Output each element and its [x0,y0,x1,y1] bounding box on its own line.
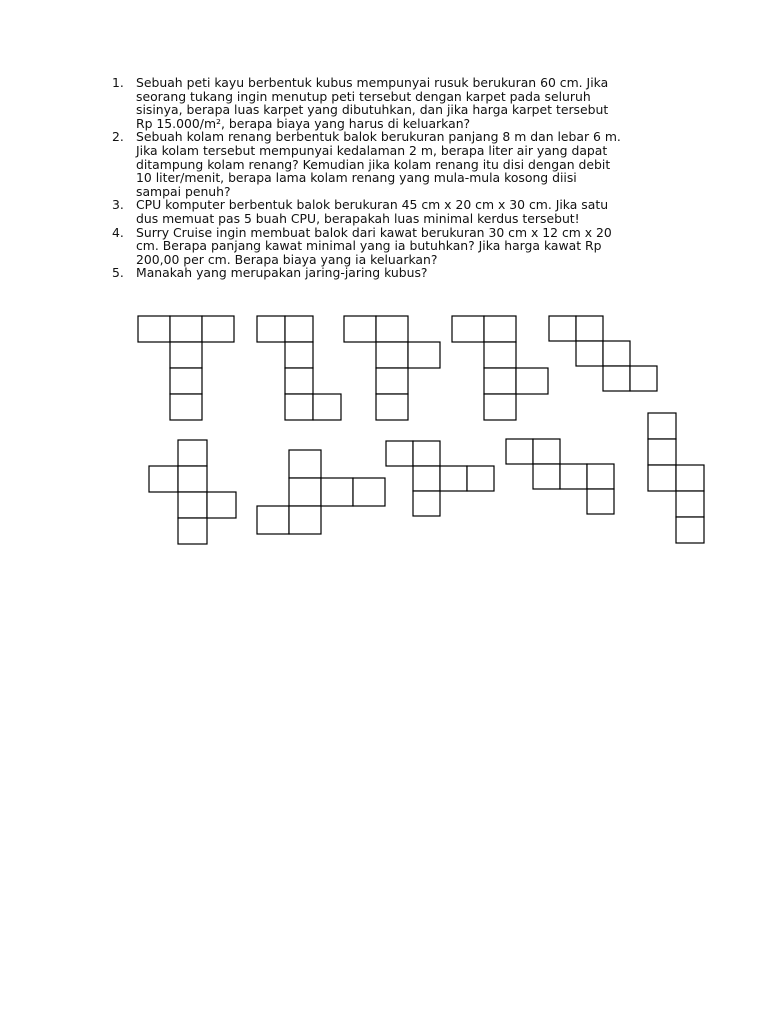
net-square [285,394,313,420]
question-line: Manakah yang merupakan jaring-jaring kubus? [136,265,428,281]
cube-net-5 [549,316,657,391]
question-line: sampai penuh? [136,183,231,199]
net-square [533,439,560,464]
net-square [376,342,408,368]
net-square [676,465,704,491]
net-square [676,517,704,543]
net-square [321,478,353,506]
cube-net-4 [452,316,548,420]
question-number: 3. [112,197,124,213]
net-square [257,316,285,342]
net-square [178,492,207,518]
cube-net-6 [149,440,236,544]
net-square [484,316,516,342]
net-square [648,439,676,465]
question-line: sisinya, berapa luas karpet yang dibutuhkan, dan jika harga karpet tersebut [136,102,609,118]
question-line: Rp 15.000/m², berapa biaya yang harus di keluarkan? [136,115,471,131]
net-square [376,394,408,420]
net-square [138,316,170,342]
net-square [202,316,234,342]
net-square [533,464,560,489]
question-line: 200,00 per cm. Berapa biaya yang ia keluarkan? [136,251,438,267]
net-square [285,342,313,368]
net-square [289,506,321,534]
net-square [376,368,408,394]
cube-net-10 [648,413,704,543]
net-square [576,341,603,366]
net-square [207,492,236,518]
net-square [648,465,676,491]
cube-net-7 [257,450,385,534]
net-square [313,394,341,420]
net-square [587,464,614,489]
cube-net-8 [386,441,494,516]
net-square [484,342,516,368]
net-square [484,394,516,420]
net-square [587,489,614,514]
net-square [170,316,202,342]
net-square [178,518,207,544]
net-square [408,342,440,368]
net-square [149,466,178,492]
net-square [452,316,484,342]
cube-net-2 [257,316,341,420]
net-square [676,491,704,517]
net-square [576,316,603,341]
net-square [344,316,376,342]
net-square [413,491,440,516]
net-square [549,316,576,341]
net-square [170,368,202,394]
question-line: cm. Berapa panjang kawat minimal yang ia butuhkan? Jika harga kawat Rp [136,238,602,254]
net-square [440,466,467,491]
net-square [353,478,385,506]
net-square [484,368,516,394]
net-square [285,368,313,394]
net-square [648,413,676,439]
question-number: 5. [112,265,124,281]
question-line: Sebuah peti kayu berbentuk kubus mempunyai rusuk berukuran 60 cm. Jika [136,75,609,90]
question-line: Sebuah kolam renang berbentuk balok berukuran panjang 8 m dan lebar 6 m. [136,129,621,145]
net-square [603,366,630,391]
question-number: 4. [112,224,124,240]
net-square [170,394,202,420]
net-square [257,506,289,534]
net-square [386,441,413,466]
question-line: Jika kolam tersebut mempunyai kedalaman 2 m, berapa liter air yang dapat [136,142,608,158]
question-line: seorang tukang ingin menutup peti tersebut dengan karpet pada seluruh [136,88,591,104]
net-square [178,440,207,466]
cube-net-9 [506,439,614,514]
net-square [467,466,494,491]
question-number: 2. [112,129,124,145]
net-square [413,466,440,491]
net-square [516,368,548,394]
net-square [603,341,630,366]
net-square [376,316,408,342]
net-square [178,466,207,492]
net-square [289,478,321,506]
question-line: Surry Cruise ingin membuat balok dari kawat berukuran 30 cm x 12 cm x 20 [136,224,612,240]
cube-net-1 [138,316,234,420]
net-square [506,439,533,464]
cube-net-3 [344,316,440,420]
question-line: 10 liter/menit, berapa lama kolam renang yang mula-mula kosong diisi [136,170,577,186]
net-square [630,366,657,391]
question-line: dus memuat pas 5 buah CPU, berapakah luas minimal kerdus tersebut! [136,210,580,226]
net-square [560,464,587,489]
net-square [413,441,440,466]
net-square [289,450,321,478]
question-line: CPU komputer berbentuk balok berukuran 45 cm x 20 cm x 30 cm. Jika satu [136,197,609,213]
net-square [285,316,313,342]
net-square [170,342,202,368]
question-number: 1. [112,75,124,90]
question-line: ditampung kolam renang? Kemudian jika kolam renang itu disi dengan debit [136,156,611,172]
